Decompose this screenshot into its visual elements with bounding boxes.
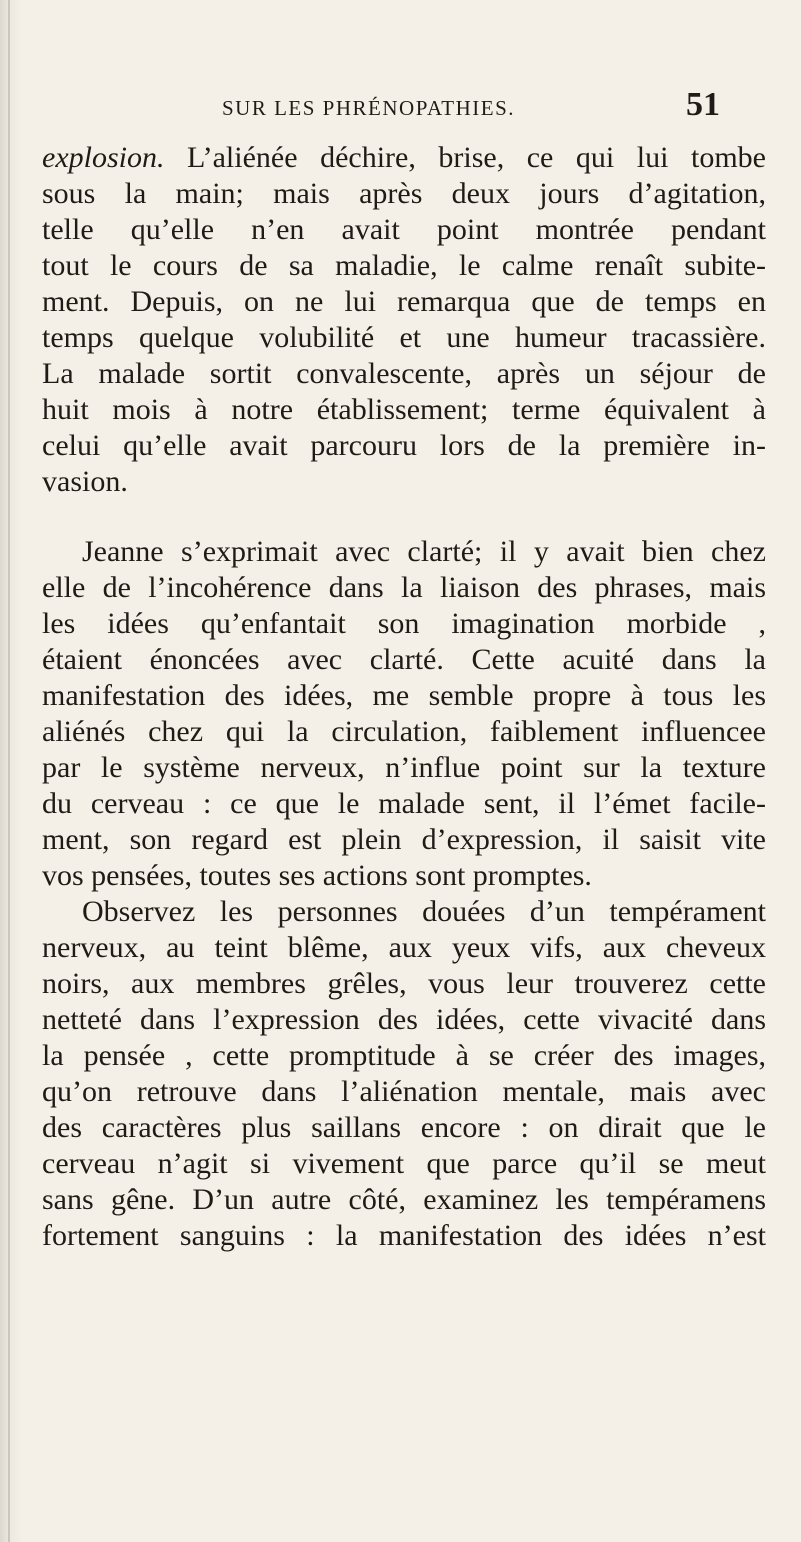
text-line: nerveux, au teint blême, aux yeux vifs, aux cheveux (42, 931, 766, 964)
text-line: aliénés chez qui la circulation, faiblement influencee (42, 715, 766, 748)
text-line: noirs, aux membres grêles, vous leur trouverez cette (42, 967, 766, 1000)
binding-shadow (8, 0, 10, 1542)
text-line: netteté dans l’expression des idées, cette vivacité dans (42, 1003, 766, 1036)
text-line: huit mois à notre établissement; terme équivalent à (42, 393, 766, 426)
paragraph-2 (42, 534, 766, 894)
text-line: la pensée , cette promptitude à se créer des images, (42, 1039, 766, 1072)
text-line: qu’on retrouve dans l’aliénation mentale, mais avec (42, 1075, 766, 1108)
text-line: temps quelque volubilité et une humeur tracassière. (42, 321, 766, 354)
text-line: Observez les personnes douées d’un tempérament (82, 895, 766, 928)
line-text: L’aliénée déchire, brise, ce qui lui tombe (164, 141, 766, 174)
running-title: SUR LES PHRÉNOPATHIES. (222, 96, 516, 120)
text-line: par le système nerveux, n’influe point sur la texture (42, 751, 766, 784)
text-line: celui qu’elle avait parcouru lors de la première in- (42, 429, 766, 462)
text-line: sans gêne. D’un autre côté, examinez les tempéramens (42, 1183, 766, 1216)
text-line: elle de l’incohérence dans la liaison des phrases, mais (42, 571, 766, 604)
text-line: étaient énoncées avec clarté. Cette acuité dans la (42, 643, 766, 676)
italic-lead: explosion. (42, 141, 165, 174)
text-line: manifestation des idées, me semble propre à tous les (42, 679, 766, 712)
text-line: les idées qu’enfantait son imagination morbide , (42, 607, 766, 640)
text-line: vos pensées, toutes ses actions sont promptes. (42, 859, 592, 892)
text-line: vasion. (42, 465, 128, 498)
text-line: sous la main; mais après deux jours d’agitation, (42, 177, 766, 210)
page-number: 51 (686, 86, 720, 123)
paragraph-spacer (42, 500, 766, 534)
text-line (42, 140, 766, 176)
text-line: ment, son regard est plein d’expression, il saisit vite (42, 823, 766, 856)
body-text (42, 140, 766, 1254)
text-line: ment. Depuis, on ne lui remarqua que de temps en (42, 285, 766, 318)
text-line: des caractères plus saillans encore : on dirait que le (42, 1111, 766, 1144)
text-line: Jeanne s’exprimait avec clarté; il y avait bien chez (82, 535, 766, 568)
text-line: fortement sanguins : la manifestation des idées n’est (42, 1219, 766, 1252)
text-line: tout le cours de sa maladie, le calme renaît subite- (42, 249, 766, 282)
text-line: du cerveau : ce que le malade sent, il l’émet facile- (42, 787, 766, 820)
text-line: telle qu’elle n’en avait point montrée pendant (42, 213, 766, 246)
text-line: cerveau n’agit si vivement que parce qu’il se meut (42, 1147, 766, 1180)
text-line: La malade sortit convalescente, après un séjour de (42, 357, 766, 390)
page-header (0, 88, 801, 128)
paragraph-1 (42, 140, 766, 500)
paragraph-3 (42, 894, 766, 1254)
